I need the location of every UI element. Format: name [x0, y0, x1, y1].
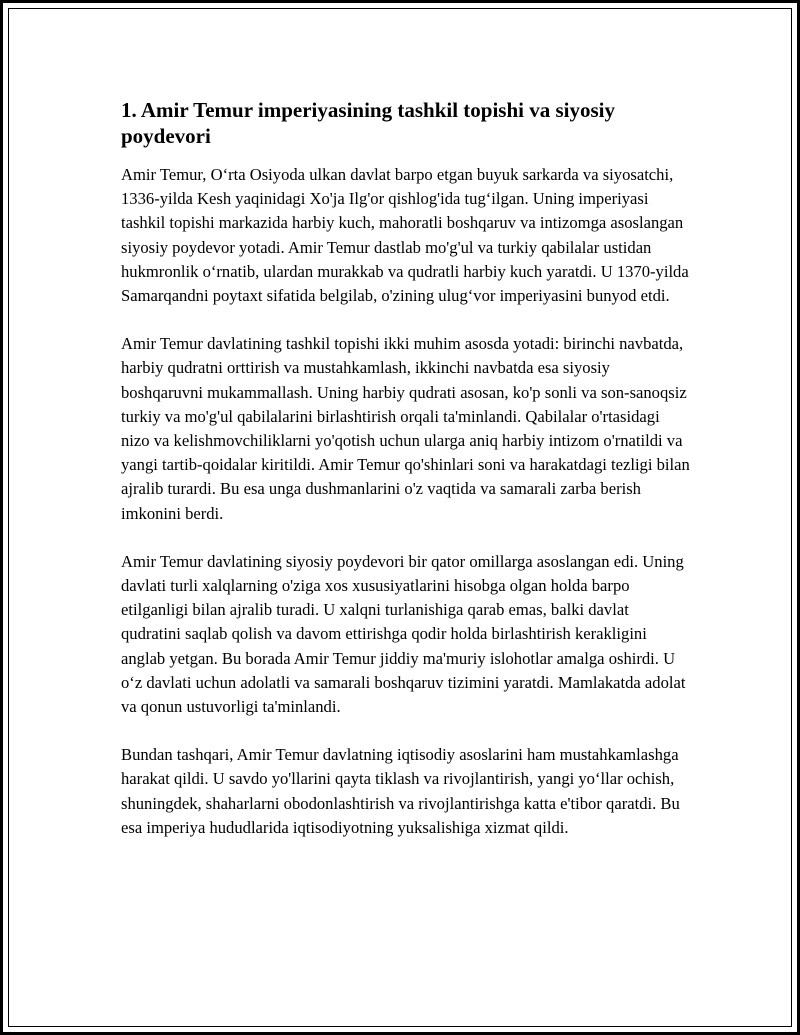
paragraph-1: Amir Temur, O‘rta Osiyoda ulkan davlat barpo etgan buyuk sarkarda va siyosatchi, 1336-yilda Kesh yaqinidagi Xo'ja Ilg'or qishlog'ida tug‘ilgan. Uning imperiyasi tashkil topishi markazida harbiy kuch, mahoratli boshqaruv va intizomga asoslangan siyosiy poydevor yotadi. Amir Temur dastlab mo'g'ul va turkiy qabilalar ustidan hukmronlik o‘rnatib, ulardan murakkab va qudratli harbiy kuch yaratdi. U 1370-yilda Samarqandni poytaxt sifatida belgilab, o'zining ulug‘vor imperiyasini bunyod etdi. [121, 165, 689, 306]
document-body [121, 97, 691, 864]
paragraph-4: Bundan tashqari, Amir Temur davlatning iqtisodiy asoslarini ham mustahkamlashga harakat qildi. U savdo yo'llarini qayta tiklash va rivojlantirish, yangi yo‘llar ochish, shuningdek, shaharlarni obodonlashtirish va rivojlantirishga katta e'tibor qaratdi. Bu esa imperiya hududlarida iqtisodiyotning yuksalishiga xizmat qildi. [121, 745, 680, 837]
paragraph-2: Amir Temur davlatining tashkil topishi ikki muhim asosda yotadi: birinchi navbatda, harbiy qudratni orttirish va mustahkamlash, ikkinchi navbatda esa siyosiy boshqaruvni mukammallash. Uning harbiy qudrati asosan, ko'p sonli va son-sanoqsiz turkiy va mo'g'ul qabilalarini birlashtirish orqali ta'minlandi. Qabilalar o'rtasidagi nizo va kelishmovchiliklarni yo'qotish uchun ularga aniq harbiy intizom o'rnatildi va yangi tartib-qoidalar kiritildi. Amir Temur qo'shinlari soni va harakatdagi tezligi bilan ajralib turardi. Bu esa unga dushmanlarini o'z vaqtida va samarali zarba berish imkonini berdi. [121, 334, 690, 523]
section-heading: 1. Amir Temur imperiyasining tashkil topishi va siyosiy poydevori [121, 98, 615, 148]
paragraph-3: Amir Temur davlatining siyosiy poydevori bir qator omillarga asoslangan edi. Uning davlati turli xalqlarning o'ziga xos xususiyatlarini hisobga olgan holda barpo etilganligi bilan ajralib turadi. U xalqni turlanishiga qarab emas, balki davlat qudratini saqlab qolish va davom ettirishga qodir holda birlashtirish kerakligini anglab yetgan. Bu borada Amir Temur jiddiy ma'muriy islohotlar amalga oshirdi. U o‘z davlati uchun adolatli va samarali boshqaruv tizimini yaratdi. Mamlakatda adolat va qonun ustuvorligi ta'minlandi. [121, 551, 686, 717]
